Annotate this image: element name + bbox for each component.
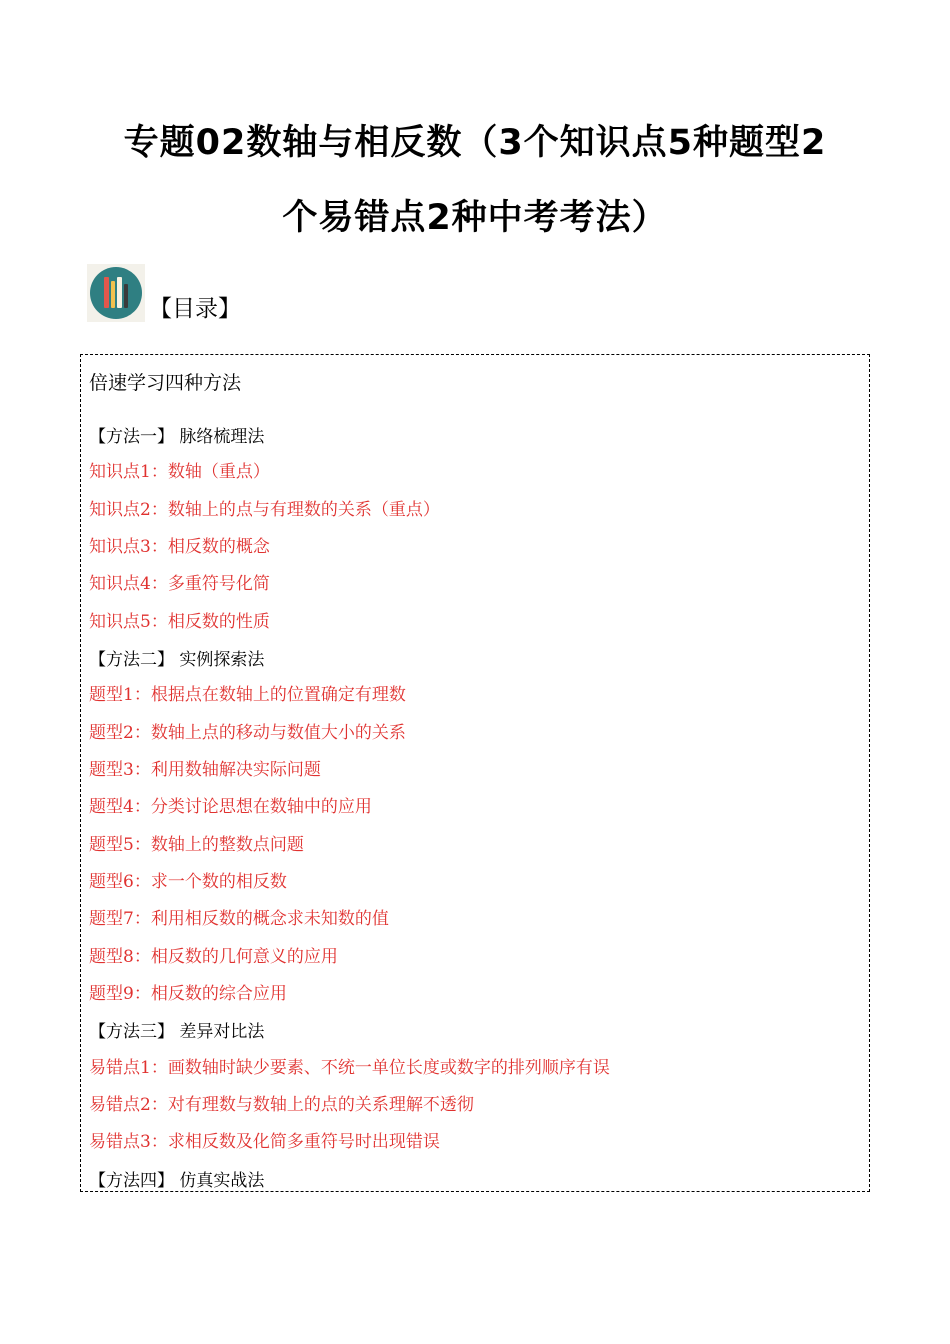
toc-box [80, 354, 870, 1192]
toc-link-item[interactable]: 题型5：数轴上的整数点问题 [89, 835, 304, 855]
toc-method-heading: 【方法四】 仿真实战法 [89, 1171, 265, 1191]
toc-link-item[interactable]: 题型2：数轴上点的移动与数值大小的关系 [89, 723, 406, 743]
toc-link-item[interactable]: 知识点3：相反数的概念 [89, 537, 270, 557]
toc-link-item[interactable]: 知识点2：数轴上的点与有理数的关系（重点） [89, 500, 440, 520]
toc-link-item[interactable]: 题型8：相反数的几何意义的应用 [89, 947, 338, 967]
toc-label: 【目录】 [149, 296, 241, 322]
toc-header [87, 264, 241, 322]
toc-link-item[interactable]: 易错点3：求相反数及化简多重符号时出现错误 [89, 1132, 440, 1152]
toc-link-item[interactable]: 知识点5：相反数的性质 [89, 612, 270, 632]
toc-box-title: 倍速学习四种方法 [89, 372, 242, 394]
toc-link-item[interactable]: 题型3：利用数轴解决实际问题 [89, 760, 321, 780]
books-logo-icon [87, 264, 145, 322]
document-title-line-2: 个易错点2种中考考法） [282, 198, 668, 238]
toc-link-item[interactable]: 知识点1：数轴（重点） [89, 462, 270, 482]
toc-method-heading: 【方法二】 实例探索法 [89, 650, 265, 670]
toc-method-heading: 【方法一】 脉络梳理法 [89, 427, 265, 447]
toc-link-item[interactable]: 知识点4：多重符号化简 [89, 574, 270, 594]
toc-link-item[interactable]: 题型1：根据点在数轴上的位置确定有理数 [89, 685, 406, 705]
toc-link-item[interactable]: 题型6：求一个数的相反数 [89, 872, 287, 892]
document-title-line-1: 专题02数轴与相反数（3个知识点5种题型2 [123, 123, 827, 163]
toc-link-item[interactable]: 易错点1：画数轴时缺少要素、不统一单位长度或数字的排列顺序有误 [89, 1058, 610, 1078]
toc-link-item[interactable]: 易错点2：对有理数与数轴上的点的关系理解不透彻 [89, 1095, 474, 1115]
toc-link-item[interactable]: 题型4：分类讨论思想在数轴中的应用 [89, 797, 372, 817]
toc-method-heading: 【方法三】 差异对比法 [89, 1022, 265, 1042]
toc-link-item[interactable]: 题型7：利用相反数的概念求未知数的值 [89, 909, 389, 929]
toc-link-item[interactable]: 题型9：相反数的综合应用 [89, 984, 287, 1004]
